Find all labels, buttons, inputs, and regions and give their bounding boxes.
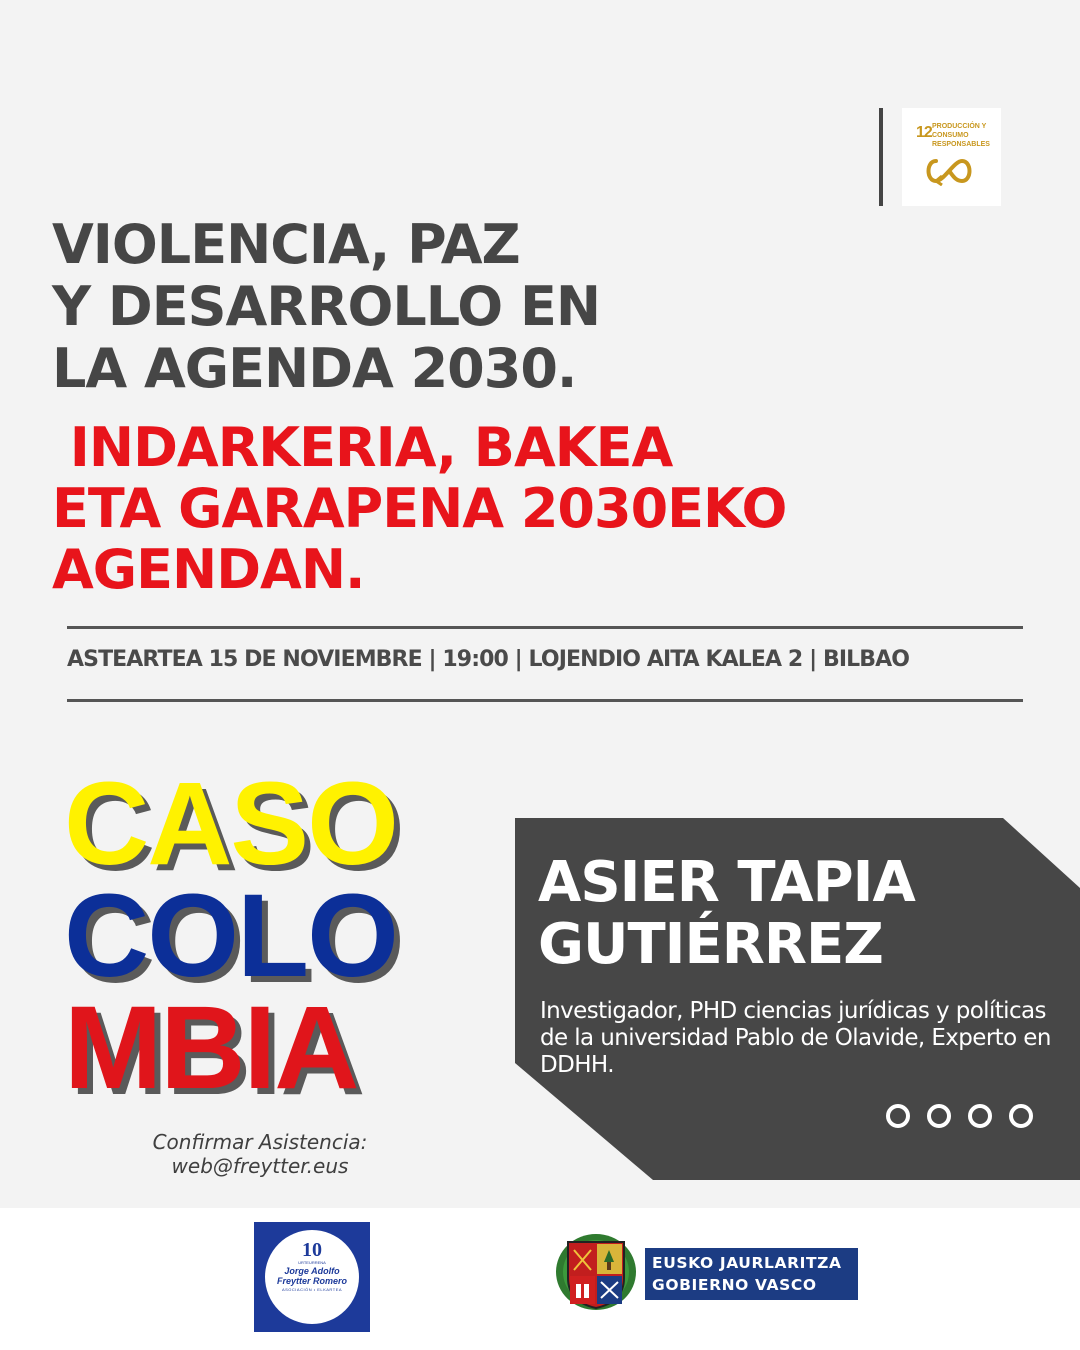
circle-icon xyxy=(927,1104,951,1128)
headline-line: COLO xyxy=(64,870,397,1002)
ods-divider xyxy=(879,108,883,206)
footer xyxy=(0,1208,1080,1350)
freytter-assoc-label: ASOCIACIÓN • ELKARTEA xyxy=(281,1287,343,1292)
rsvp xyxy=(90,1130,430,1178)
rsvp-label: Confirmar Asistencia: xyxy=(152,1130,368,1154)
headline-line: CASO xyxy=(64,758,397,890)
ods-number: 12 xyxy=(916,124,932,141)
decorative-dots xyxy=(886,1104,1033,1128)
freytter-logo xyxy=(254,1222,370,1332)
subtitle-line: AGENDAN. xyxy=(52,538,365,601)
subtitle-line: ETA GARAPENA 2030EKO xyxy=(52,477,787,540)
circle-icon xyxy=(968,1104,992,1128)
infinity-icon xyxy=(922,156,976,186)
title-line: VIOLENCIA, PAZ xyxy=(52,213,520,276)
ods-badge xyxy=(902,108,1001,206)
event-details: ASTEARTEA 15 DE NOVIEMBRE | 19:00 | LOJENDIO AITA KALEA 2 | BILBAO xyxy=(67,647,910,672)
speaker-name-line: ASIER TAPIA xyxy=(538,850,915,915)
basque-coat-of-arms-icon xyxy=(554,1232,638,1312)
freytter-name-line: Jorge Adolfo xyxy=(284,1266,340,1276)
circle-icon xyxy=(1009,1104,1033,1128)
event-title xyxy=(52,214,812,400)
gv-line: GOBIERNO VASCO xyxy=(652,1276,817,1294)
event-title-basque xyxy=(52,417,872,600)
freytter-name-line: Freytter Romero xyxy=(276,1276,348,1286)
circle-icon xyxy=(886,1104,910,1128)
caso-colombia-headline xyxy=(64,758,464,1114)
title-line: Y DESARROLLO EN xyxy=(52,275,601,338)
ods-label: PRODUCCIÓN Y CONSUMO RESPONSABLES xyxy=(932,123,990,148)
gobierno-vasco-logo xyxy=(645,1248,858,1300)
bottom-divider xyxy=(67,699,1023,702)
freytter-anniversary-label: URTEURRENA xyxy=(298,1260,326,1265)
rsvp-email[interactable]: web@freytter.eus xyxy=(171,1154,349,1178)
headline-line: MBIA xyxy=(64,982,358,1114)
speaker-name-line: GUTIÉRREZ xyxy=(538,912,883,977)
freytter-logo-badge xyxy=(265,1230,359,1324)
freytter-anniversary-number: 10 xyxy=(302,1239,322,1261)
speaker-name xyxy=(538,852,1058,976)
gv-line: EUSKO JAURLARITZA xyxy=(652,1254,842,1272)
title-line: LA AGENDA 2030. xyxy=(52,337,577,400)
top-divider xyxy=(67,626,1023,629)
subtitle-line: INDARKERIA, BAKEA xyxy=(52,416,673,479)
speaker-description: Investigador, PHD ciencias jurídicas y políticas de la universidad Pablo de Olavide, Experto en DDHH. xyxy=(540,998,1051,1078)
